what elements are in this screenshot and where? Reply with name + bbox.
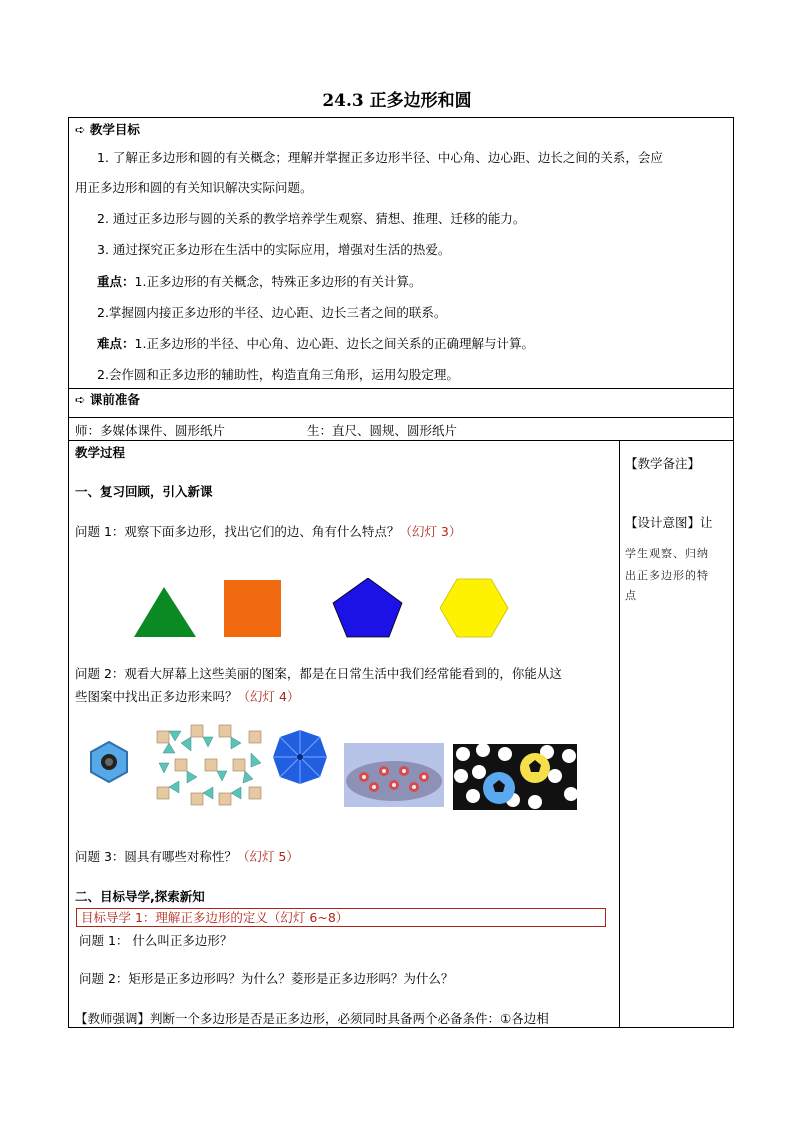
teaching-notes-label: 【教学备注】 xyxy=(625,456,701,471)
divider xyxy=(69,417,733,418)
student-materials: 生：直尺、圆规、圆形纸片 xyxy=(307,423,458,438)
prep-heading: ➪ 课前准备 xyxy=(75,392,140,407)
difficult-point-2: 2.会作圆和正多边形的辅助性，构造直角三角形，运用勾股定理。 xyxy=(97,367,459,382)
slide-ref: （幻灯 5） xyxy=(236,849,299,864)
slide-ref: （幻灯 3） xyxy=(399,524,462,539)
part2-heading: 二、目标导学,探索新知 xyxy=(75,889,205,904)
square-shape xyxy=(224,580,281,637)
sub-question-1: 问题 1： 什么叫正多边形？ xyxy=(79,933,233,948)
question-3: 问题 3：圆具有哪些对称性？（幻灯 5） xyxy=(75,849,299,864)
sub-question-2: 问题 2：矩形是正多边形吗？为什么？菱形是正多边形吗？为什么？ xyxy=(79,971,454,986)
hex-nut-image xyxy=(87,740,131,784)
goal-item: 用正多边形和圆的有关知识解决实际问题。 xyxy=(75,180,313,195)
lesson-table xyxy=(68,117,734,1028)
goal-item: 1. 了解正多边形和圆的有关概念；理解并掌握正多边形半径、中心角、边心距、边长之间的关系，会应 xyxy=(97,150,663,165)
design-intent-line: 点 xyxy=(625,589,637,602)
goal-item: 2. 通过正多边形与圆的关系的教学培养学生观察、猜想、推理、迁移的能力。 xyxy=(97,211,526,226)
goal-item: 3. 通过探究正多边形在生活中的实际应用，增强对生活的热爱。 xyxy=(97,242,451,257)
key-point-2: 2.掌握圆内接正多边形的半径、边心距、边长三者之间的联系。 xyxy=(97,305,447,320)
part1-heading: 一、复习回顾，引入新课 xyxy=(75,484,213,499)
kaleidoscope-pattern-image xyxy=(344,743,444,807)
goals-heading: ➪ 教学目标 xyxy=(75,122,140,137)
hexagon-shape xyxy=(440,579,508,637)
question-2: 问题 2：观看大屏幕上这些美丽的图案，都是在日常生活中我们经常能看到的，你能从这 xyxy=(75,666,562,681)
arrow-icon: ➪ xyxy=(75,392,86,407)
design-intent-label: 【设计意图】让 xyxy=(625,515,713,530)
divider xyxy=(69,388,733,389)
key-point-1: 重点：1.正多边形的有关概念，特殊正多边形的有关计算。 xyxy=(97,274,422,289)
triangle-shape xyxy=(134,587,196,637)
soccer-balls-image xyxy=(453,744,577,810)
question-2-cont: 些图案中找出正多边形来吗？（幻灯 4） xyxy=(75,689,300,704)
process-heading: 教学过程 xyxy=(75,445,126,460)
pentagon-shape xyxy=(333,578,402,637)
design-intent-line: 出正多边形的特 xyxy=(625,569,709,582)
difficult-point-1: 难点：1.正多边形的半径、中心角、边心距、边长之间关系的正确理解与计算。 xyxy=(97,336,534,351)
goal-1-label: 目标导学 1：理解正多边形的定义（幻灯 6~8） xyxy=(81,910,349,925)
regular-polygons-figure xyxy=(129,578,519,640)
teacher-materials: 师：多媒体课件、圆形纸片 xyxy=(75,423,226,438)
design-intent-line: 学生观察、归纳 xyxy=(625,547,709,560)
question-1: 问题 1：观察下面多边形，找出它们的边、角有什么特点？（幻灯 3） xyxy=(75,524,462,539)
umbrella-image xyxy=(271,728,329,786)
column-divider xyxy=(619,440,620,1027)
teacher-emphasis: 【教师强调】判断一个多边形是否是正多边形，必须同时具备两个必备条件：①各边相 xyxy=(75,1011,549,1026)
arrow-icon: ➪ xyxy=(75,122,86,137)
hexagon-tile-pattern-image xyxy=(153,723,265,809)
divider xyxy=(69,440,733,441)
slide-ref: （幻灯 4） xyxy=(237,689,300,704)
page-title: 24.3 正多边形和圆 xyxy=(322,91,472,111)
